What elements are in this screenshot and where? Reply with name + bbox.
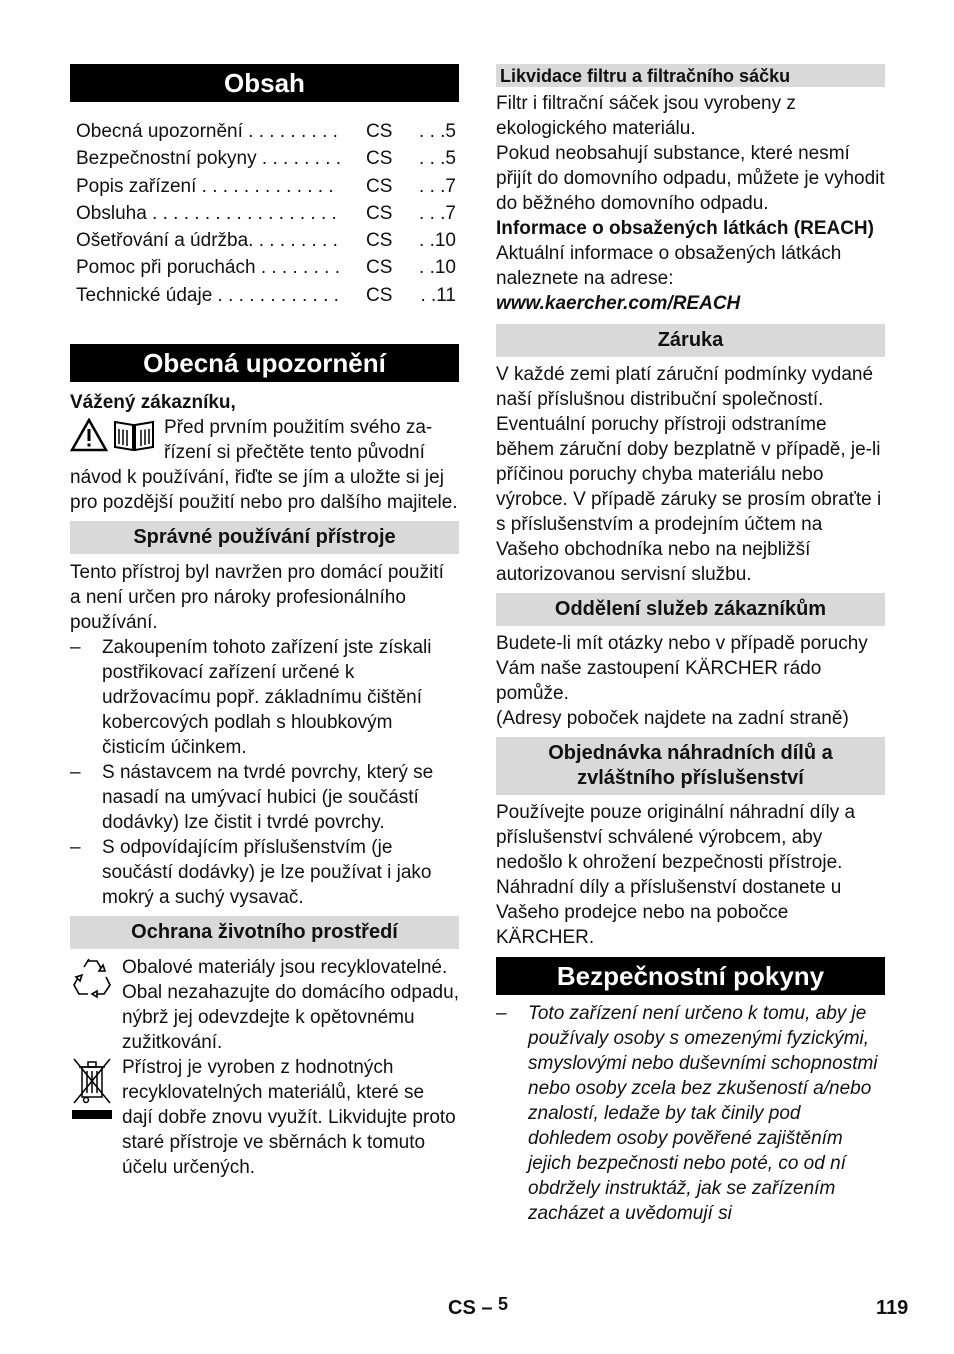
spare-parts-text-2: Náhradní díly a příslušenství dostanete u Vašeho prodejce nebo na pobočce KÄRCHER. [496, 877, 842, 948]
customer-service-text: Budete-li mít otázky nebo v případě poruchy Vám naše zastoupení KÄRCHER rádo pomůže. [496, 633, 868, 704]
list-item: – S odpovídajícím příslušenstvím (je součástí dodávky) je lze používat i jako mokrý a suchý vysavač. [70, 837, 432, 909]
toc-entry[interactable]: Technické údaje . . . . . . . . . . . . CS . .11 [76, 284, 456, 306]
list-item: – S nástavcem na tvrdé povrchy, který se nasadí na umývací hubici (je součástí dodávky) lze čistit i tvrdé povrchy. [70, 762, 434, 834]
reach-link[interactable]: www.kaercher.com/REACH [496, 293, 741, 314]
warning-triangle-icon [70, 418, 108, 452]
proper-use-title: Správné používání přístroje [70, 521, 459, 554]
right-column [496, 64, 885, 1226]
environment-title: Ochrana životního prostředí [70, 916, 459, 949]
toc-list [70, 118, 459, 309]
reach-text: Aktuální informace o obsažených látkách naleznete na adrese: [496, 243, 842, 289]
filter-text-1: Filtr i filtrační sáček jsou vyrobeny z ekologického materiálu. [496, 93, 796, 139]
customer-service-note: (Adresy poboček najdete na zadní straně) [496, 708, 849, 729]
greeting: Vážený zákazníku, [70, 392, 236, 414]
toc-entry[interactable]: Popis zařízení . . . . . . . . . . . . . CS . . .7 [76, 175, 456, 197]
intro-rest: návod k používání, řiďte se jím a uložte si jej pro pozdější použití nebo pro dalšího majitele. [70, 467, 458, 514]
spare-parts-title: Objednávka náhradních dílů a zvláštního příslušenství [496, 737, 885, 795]
warranty-text: V každé zemi platí záruční podmínky vydané naší příslušnou distribuční společností. Eventuální poruchy přístroji odstraníme během záruční doby bezplatně v případě, je-li příčinou poruchy chyba materiálu nebo výrobce. V případě záruky se prosím obraťte i s příslušenstvím a prodejním účtem na Vašeho obchodníka nebo na nejbližší autorizovanou servisní službu. [496, 364, 882, 585]
toc-title: Obsah [70, 64, 459, 102]
toc-entry[interactable]: Bezpečnostní pokyny . . . . . . . . CS . . .5 [76, 148, 456, 170]
recycling-icon [70, 955, 114, 999]
general-title: Obecná upozornění [70, 344, 459, 382]
toc-entry[interactable]: Ošetřování a údržba. . . . . . . . . CS . .10 [76, 230, 456, 252]
list-item: – Toto zařízení není určeno k tomu, aby je používaly osoby s omezenými fyzickými, smyslovými nebo duševními schopnostmi nebo osoby zcela bez zkušeností a/nebo znalostí, ledaže by tak činily pod dohledem osoby pověřené zajištěním jejich bezpečnosti nebo poté, co od ní obdržely instruktáž, jak se zařízením zacházet a uvědomují si [496, 1003, 878, 1224]
warranty-title: Záruka [496, 324, 885, 357]
customer-service-title: Oddělení služeb zákazníkům [496, 593, 885, 626]
packaging-text: Obalové materiály jsou recyklovatelné. Obal nezahazujte do domácího odpadu, nýbrž jej odevzdejte k opětovnému zužitkování. [122, 957, 459, 1054]
manual-book-icon [112, 418, 156, 452]
intro-line: řízení si přečtěte tento původní [164, 442, 425, 464]
list-item: – Zakoupením tohoto zařízení jste získali postřikovací zařízení určené k udržovacímu popř. základnímu čištění kobercových podlah s hloubkovým čisticím účinkem. [70, 637, 432, 759]
intro-line: Před prvním použitím svého za- [164, 417, 433, 439]
reach-title: Informace o obsažených látkách (REACH) [496, 218, 874, 239]
proper-use-text: Tento přístroj byl navržen pro domácí použití a není určen pro nároky profesionálního používání. [70, 562, 444, 634]
page-number: 119 [876, 1297, 909, 1319]
footer-section-label: CS – 5 [448, 1294, 509, 1319]
toc-entry[interactable]: Obecná upozornění . . . . . . . . . CS . . .5 [76, 121, 456, 142]
spare-parts-text-1: Používejte pouze originální náhradní díly a příslušenství schválené výrobcem, aby nedošlo k ohrožení bezpečnosti přístroje. [496, 802, 856, 873]
filter-disposal-title: Likvidace filtru a filtračního sáčku [496, 64, 885, 87]
device-recycling-text: Přístroj je vyroben z hodnotných recyklovatelných materiálů, které se dají dobře znovu využít. Likvidujte proto staré přístroje ve sběrnách k tomuto účelu určených. [122, 1057, 456, 1179]
toc-entry[interactable]: Pomoc při poruchách . . . . . . . . CS . .10 [76, 257, 456, 279]
left-column [70, 64, 459, 1180]
safety-title: Bezpečnostní pokyny [496, 957, 885, 995]
toc-entry[interactable]: Obsluha . . . . . . . . . . . . . . . . . . CS . . .7 [76, 202, 456, 224]
filter-text-2: Pokud neobsahují substance, které nesmí přijít do domovního odpadu, můžete je vyhodit do běžného domovního odpadu. [496, 143, 885, 214]
crossed-bin-icon [70, 1055, 114, 1121]
